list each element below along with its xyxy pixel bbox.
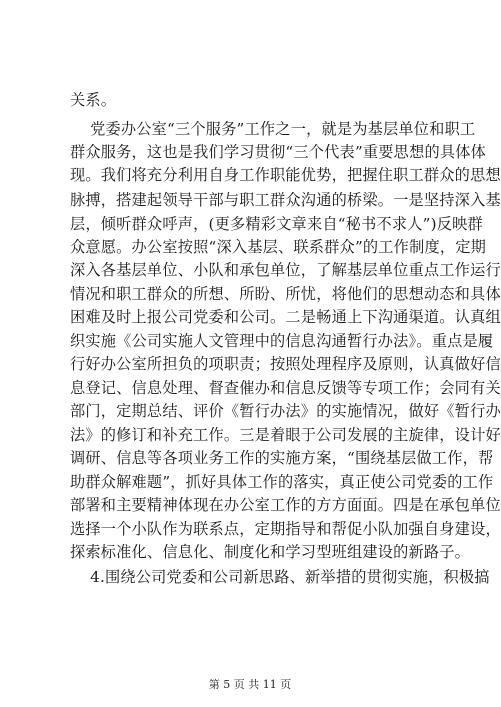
text-line: 息登记、信息处理、督查催办和信息反馈等专项工作；会同有关 <box>70 379 501 397</box>
text-line: 党委办公室“三个服务”工作之一，就是为基层单位和职工 <box>70 120 476 138</box>
section-heading: 4.围绕公司党委和公司新思路、新举措的贯彻实施，积极搞 <box>70 568 490 586</box>
text-line: 脉搏，搭建起领导干部与职工群众沟通的桥梁。一是坚持深入基 <box>70 191 501 209</box>
text-line: 选择一个小队作为联系点，定期指导和帮促小队加强自身建设， <box>70 520 501 538</box>
text-line: 法》的修订和补充工作。三是着眼于公司发展的主旋律，设计好 <box>70 426 501 444</box>
text-line: 助群众解难题”，抓好具体工作的落实，真正使公司党委的工作 <box>70 473 494 491</box>
text-line: 层，倾听群众呼声，(更多精彩文章来自“秘书不求人”)反映群 <box>70 215 483 233</box>
page-footer: 第 5 页 共 11 页 <box>208 678 292 691</box>
text-line: 众意愿。办公室按照“深入基层、联系群众”的工作制度，定期 <box>70 238 487 256</box>
text-line: 行好办公室所担负的项职责；按照处理程序及原则，认真做好信 <box>70 355 501 373</box>
text-line: 部门，定期总结、评价《暂行办法》的实施情况，做好《暂行办 <box>70 402 501 420</box>
text-line: 情况和职工群众的所想、所盼、所忧，将他们的思想动态和具体 <box>70 285 501 303</box>
text-line: 部署和主要精神体现在办公室工作的方方面面。四是在承包单位 <box>70 496 501 514</box>
text-line: 调研、信息等各项业务工作的实施方案，“围绕基层做工作，帮 <box>70 449 494 467</box>
text-line: 织实施《公司实施人文管理中的信息沟通暂行办法》。重点是履 <box>70 332 494 350</box>
text-line: 关系。 <box>70 91 117 109</box>
text-line: 深入各基层单位、小队和承包单位，了解基层单位重点工作运行 <box>70 261 501 279</box>
text-line: 现。我们将充分利用自身工作职能优势，把握住职工群众的思想 <box>70 166 501 184</box>
text-line: 困难及时上报公司党委和公司。二是畅通上下沟通渠道。认真组 <box>70 308 501 326</box>
text-line: 探索标准化、信息化、制度化和学习型班组建设的新路子。 <box>70 543 471 561</box>
text-line: 群众服务，这也是我们学习贯彻“三个代表”重要思想的具体体 <box>70 143 487 161</box>
